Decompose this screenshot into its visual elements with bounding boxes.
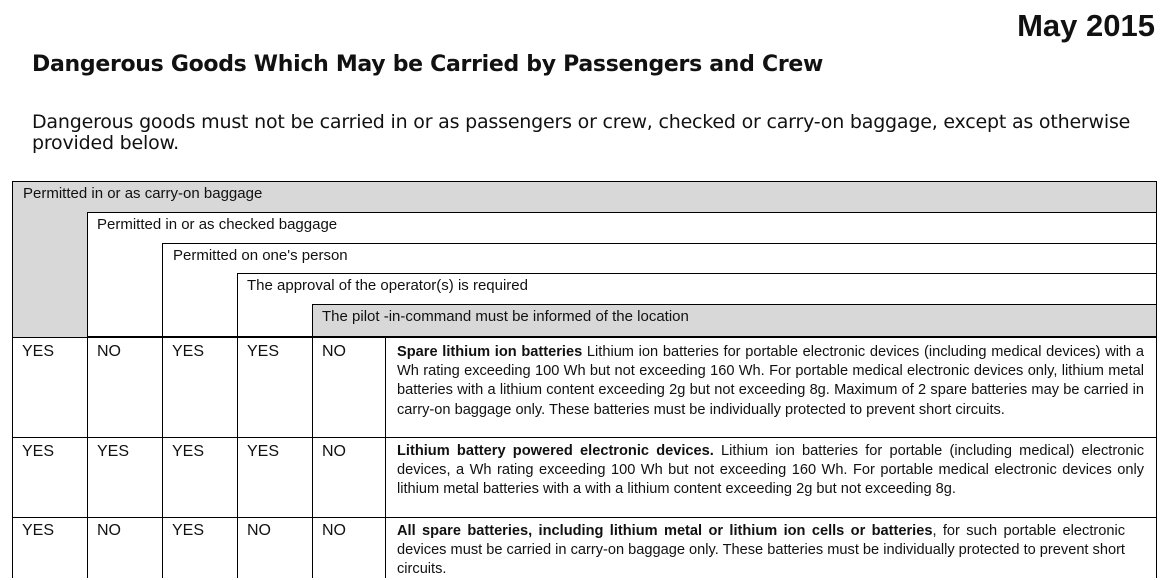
row-divider: [12, 437, 1157, 438]
row-1-pilot: NO: [322, 343, 346, 360]
column-line: [237, 337, 238, 578]
table-border-top: [12, 181, 1157, 182]
row-2-item-title: Lithium battery powered electronic devices.: [397, 443, 714, 459]
header-pilot: The pilot -in-command must be informed of the location: [322, 308, 689, 325]
row-3-pilot: NO: [322, 522, 346, 539]
row-divider: [12, 517, 1157, 518]
row-3-item-text: , for such portable electronic devices must be carried in carry-on baggage only. These batteries must be individually protected to prevent short circuits.: [397, 523, 1126, 578]
column-line: [87, 337, 88, 578]
row-3-checked: NO: [97, 522, 121, 539]
column-line: [162, 337, 163, 578]
row-1-on-person: YES: [172, 343, 205, 360]
row-2-carry-on: YES: [22, 443, 55, 460]
header-carry-on: Permitted in or as carry-on baggage: [23, 185, 263, 202]
row-2-checked: YES: [97, 443, 130, 460]
row-1-carry-on: YES: [22, 343, 55, 360]
row-1-approval: YES: [247, 343, 280, 360]
row-2-pilot: NO: [322, 443, 346, 460]
column-line: [1156, 337, 1157, 578]
body-top-line: [12, 337, 1157, 338]
row-2-approval: YES: [247, 443, 280, 460]
row-3-on-person: YES: [172, 522, 205, 539]
row-2-on-person: YES: [172, 443, 205, 460]
column-line: [12, 337, 13, 578]
row-1-item-title: Spare lithium ion batteries: [397, 344, 583, 360]
document-date: May 2015: [1017, 8, 1155, 43]
column-line: [385, 337, 386, 578]
row-3-item-title: All spare batteries, including lithium metal or lithium ion cells or batteries: [397, 523, 933, 539]
row-1-description: [397, 343, 1144, 420]
header-on-person: Permitted on one's person: [173, 247, 348, 264]
row-2-item-text: Lithium ion batteries for portable (including medical) electronic devices, a Wh rating exceeding 100 Wh but not exceeding 160 Wh. For portable medical electronic devices only lithium metal batteries with a with a lithium content exceeding 2g but not exceeding 8g.: [397, 443, 1144, 498]
row-2-description: [397, 442, 1144, 500]
row-3-description: [397, 522, 1125, 580]
row-1-checked: NO: [97, 343, 121, 360]
document-title: Dangerous Goods Which May be Carried by Passengers and Crew: [32, 52, 824, 77]
row-3-approval: NO: [247, 522, 271, 539]
column-line: [312, 337, 313, 578]
row-1-item-text: Lithium ion batteries for portable electronic devices (including medical devices) with a Wh rating exceeding 100 Wh but not exceeding 160 Wh. For portable medical electronic devices only, lithium metal batteries with a lithium content exceeding 2g but not exceeding 8g. Maximum of 2 spare batteries may be carried in carry-on baggage only. These batteries must be individually protected to prevent short circuits.: [397, 344, 1144, 418]
intro-text: Dangerous goods must not be carried in or as passengers or crew, checked or carry-on baggage, except as otherwise provided below.: [32, 111, 1131, 154]
table-border-left: [12, 181, 13, 337]
header-checked: Permitted in or as checked baggage: [97, 216, 338, 233]
header-approval: The approval of the operator(s) is required: [247, 277, 528, 294]
row-3-carry-on: YES: [22, 522, 55, 539]
